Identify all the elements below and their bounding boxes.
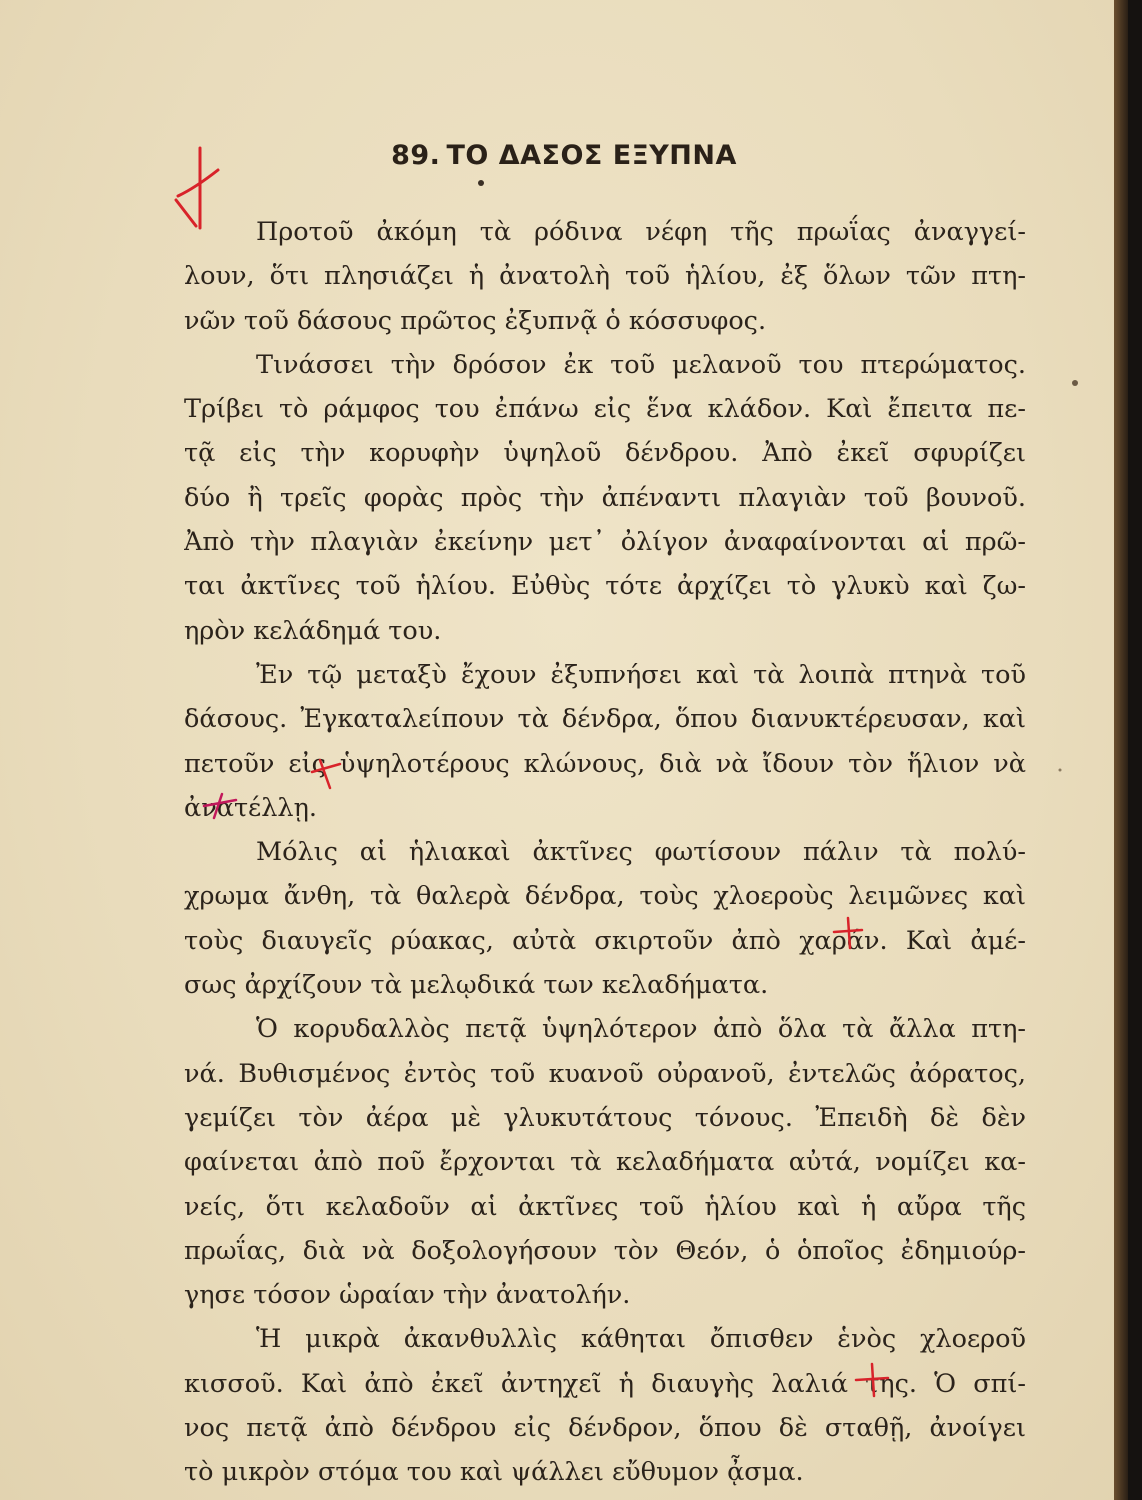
text-line: τὸ μικρὸν στόμα του καὶ ψάλλει εὔθυμον ᾆσμα. [184, 1457, 804, 1488]
text-line: νῶν τοῦ δάσους πρῶτος ἐξυπνᾷ ὁ κόσσυφος. [184, 305, 767, 336]
chapter-number: 89. [391, 140, 441, 171]
text-line: Ἐν τῷ μεταξὺ ἔχουν ἐξυπνήσει καὶ τὰ λοιπὰ πτηνὰ τοῦ [256, 659, 1026, 690]
page-speck [1059, 769, 1062, 772]
text-line: ηρὸν κελάδημά του. [184, 615, 442, 646]
text-line: ἀνατέλλῃ. [184, 792, 317, 823]
page-edge [1114, 0, 1128, 1500]
text-line: νά. Βυθισμένος ἐντὸς τοῦ κυανοῦ οὐρανοῦ, ἐντελῶς ἀόρατος, [184, 1058, 1026, 1089]
text-line: φαίνεται ἀπὸ ποῦ ἔρχονται τὰ κελαδήματα αὐτά, νομίζει κα- [184, 1147, 1026, 1178]
body-text [184, 210, 1026, 1495]
text-line: πρωΐας, διὰ νὰ δοξολογήσουν τὸν Θεόν, ὁ ὁποῖος ἐδημιούρ- [184, 1235, 1026, 1266]
text-line: τοὺς διαυγεῖς ρύακας, αὐτὰ σκιρτοῦν ἀπὸ χαράν. Καὶ ἀμέ- [184, 925, 1026, 956]
text-line: Προτοῦ ἀκόμη τὰ ρόδινα νέφη τῆς πρωΐας ἀναγγεί- [256, 217, 1026, 247]
text-line: γησε τόσον ὡραίαν τὴν ἀνατολήν. [184, 1280, 631, 1311]
text-line: δύο ἢ τρεῖς φορὰς πρὸς τὴν ἀπέναντι πλαγιὰν τοῦ βουνοῦ. [184, 482, 1026, 513]
text-line: Τινάσσει τὴν δρόσον ἐκ τοῦ μελανοῦ του πτερώματος. [256, 349, 1026, 380]
text-line: Ὁ κορυδαλλὸς πετᾷ ὑψηλότερον ἀπὸ ὅλα τὰ ἄλλα πτη- [256, 1014, 1026, 1045]
chapter-heading [0, 140, 1128, 171]
text-line: ται ἀκτῖνες τοῦ ἡλίου. Εὐθὺς τότε ἀρχίζει τὸ γλυκὺ καὶ ζω- [184, 571, 1026, 602]
text-line: χρωμα ἄνθη, τὰ θαλερὰ δένδρα, τοὺς χλοεροὺς λειμῶνες καὶ [184, 881, 1026, 912]
text-line: σως ἀρχίζουν τὰ μελῳδικά των κελαδήματα. [184, 970, 769, 1001]
text-line: πετοῦν εἰς ὑψηλοτέρους κλώνους, διὰ νὰ ἴδουν τὸν ἥλιον νὰ [184, 748, 1026, 779]
text-line: γεμίζει τὸν ἀέρα μὲ γλυκυτάτους τόνους. Ἐπειδὴ δὲ δὲν [184, 1102, 1026, 1133]
text-line: νος πετᾷ ἀπὸ δένδρου εἰς δένδρον, ὅπου δὲ σταθῇ, ἀνοίγει [184, 1413, 1026, 1444]
text-line: Τρίβει τὸ ράμφος του ἐπάνω εἰς ἕνα κλάδον. Καὶ ἔπειτα πε- [184, 394, 1026, 425]
text-line: κισσοῦ. Καὶ ἀπὸ ἐκεῖ ἀντηχεῖ ἡ διαυγὴς λαλιά της. Ὁ σπί- [184, 1368, 1026, 1399]
text-line: λουν, ὅτι πλησιάζει ἡ ἀνατολὴ τοῦ ἡλίου, ἐξ ὅλων τῶν πτη- [184, 261, 1026, 292]
heading-dot [478, 180, 484, 186]
text-line: δάσους. Ἐγκαταλείπουν τὰ δένδρα, ὅπου διανυκτέρευσαν, καὶ [184, 704, 1026, 735]
text-line: Ἀπὸ τὴν πλαγιὰν ἐκείνην μετ᾽ ὀλίγον ἀναφαίνονται αἱ πρῶ- [184, 527, 1026, 558]
text-line: τᾷ εἰς τὴν κορυφὴν ὑψηλοῦ δένδρου. Ἀπὸ ἐκεῖ σφυρίζει [184, 438, 1026, 469]
text-line: Μόλις αἱ ἡλιακαὶ ἀκτῖνες φωτίσουν πάλιν τὰ πολύ- [256, 837, 1026, 868]
chapter-title: ΤΟ ΔΑΣΟΣ ΕΞΥΠΝΑ [446, 140, 737, 171]
text-line: νείς, ὅτι κελαδοῦν αἱ ἀκτῖνες τοῦ ἡλίου καὶ ἡ αὔρα τῆς [184, 1191, 1026, 1222]
text-line: Ἡ μικρὰ ἀκανθυλλὶς κάθηται ὄπισθεν ἑνὸς χλοεροῦ [256, 1324, 1026, 1355]
page-speck [1072, 380, 1078, 386]
